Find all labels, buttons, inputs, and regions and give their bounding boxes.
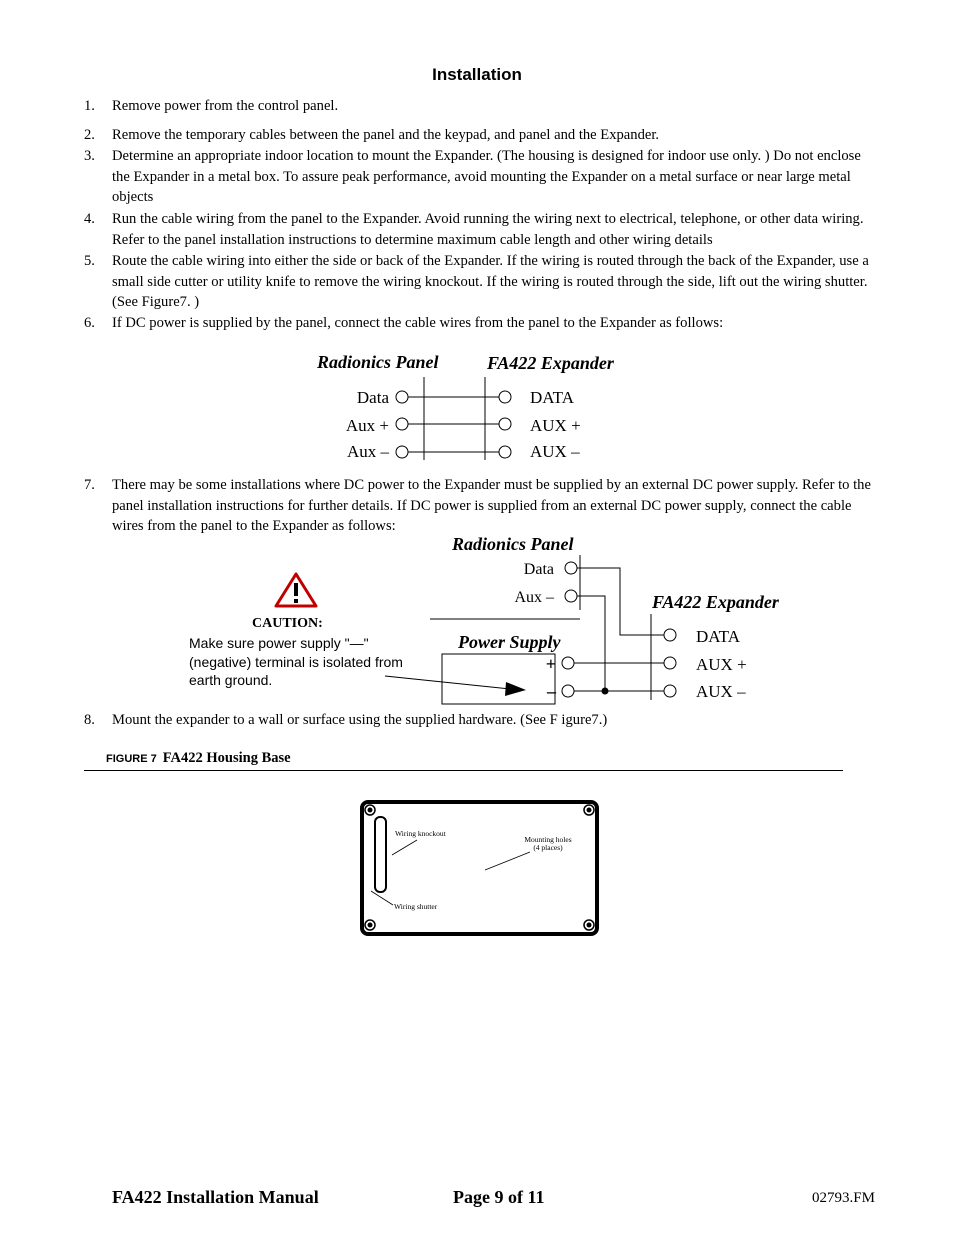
housing-outline — [362, 802, 597, 934]
wire-panel-aux-minus — [577, 596, 605, 691]
footer-manual-title: FA422 Installation Manual — [112, 1187, 319, 1207]
label-wiring-shutter: Wiring shutter — [394, 902, 438, 911]
diagram2-expander-terminal-data: DATA — [696, 627, 740, 646]
step-text: Remove the temporary cables between the panel and the keypad, and panel and the Expander. — [112, 127, 660, 143]
caution-title: CAUTION: — [252, 616, 323, 631]
step-number: 2. — [84, 127, 95, 143]
step-number: 3. — [84, 148, 95, 164]
step-text: If DC power is supplied by the panel, connect the cable wires from the panel to the Expander as follows: — [112, 315, 724, 331]
power-supply-box — [442, 654, 555, 704]
housing-base-figure — [355, 795, 605, 940]
step-text: Route the cable wiring into either the side or back of the Expander. If the wiring is routed through the back of the Expander, use a small side cutter or utility knife to remove the wiring knockout. If the wiring is routed through the side, lift out the wiring shutter. (See Figure7. ) — [112, 253, 869, 310]
caution-arrowhead — [505, 682, 526, 696]
diagram1-expander-title: FA422 Expander — [487, 353, 614, 373]
terminal-circle — [396, 446, 408, 458]
step-number: 6. — [84, 315, 95, 331]
diagram1-expander-terminal-data: DATA — [530, 388, 574, 407]
mounting-hole-icon — [365, 920, 375, 930]
diagram1-expander-terminal-aux-plus: AUX + — [530, 416, 581, 435]
step-text: Run the cable wiring from the panel to the Expander. Avoid running the wiring next to electrical, telephone, or other data wiring. Refer to the panel installation instructions to determine maximum cable length and other wiring details — [112, 211, 864, 248]
diagram1-panel-terminal-data: Data — [356, 388, 389, 407]
figure-rule — [84, 770, 843, 771]
terminal-circle — [396, 418, 408, 430]
terminal-circle — [499, 418, 511, 430]
step-text: Determine an appropriate indoor location to mount the Expander. (The housing is designed for indoor use only. ) Do not enclose the Expander in a metal box. To assure peak performance, avoid mounting the Expander on a metal surface or near large metal objects — [112, 148, 861, 205]
step-text: Mount the expander to a wall or surface using the supplied hardware. (See F igure7.) — [112, 712, 608, 728]
step-6 — [84, 313, 880, 334]
warning-icon — [276, 574, 316, 606]
diagram2-expander-terminal-aux-minus: AUX – — [696, 682, 746, 701]
step-5 — [84, 251, 880, 313]
step-4 — [84, 209, 880, 250]
supply-terminal-plus: + — [545, 654, 556, 674]
label-mounting-holes-count: (4 places) — [533, 843, 563, 852]
diagram2-panel-title: Radionics Panel — [452, 534, 574, 554]
diagram2-panel-terminal-data: Data — [523, 561, 554, 578]
wire-junction-dot — [602, 688, 609, 695]
terminal-circle — [565, 590, 577, 602]
mounting-hole-icon — [584, 920, 594, 930]
wiring-diagram-panel-power — [0, 340, 954, 470]
diagram2-expander-terminal-aux-plus: AUX + — [696, 655, 747, 674]
terminal-circle — [565, 562, 577, 574]
figure-title: FA422 Housing Base — [162, 750, 291, 766]
step-7 — [84, 475, 880, 537]
step-text: Remove power from the control panel. — [112, 98, 339, 114]
step-text: There may be some installations where DC power to the Expander must be supplied by an external DC power supply. Refer to the panel installation instructions for further details. If DC power is supplied from an external DC power supply, connect the cable wires from the panel to the Expander as follows: — [112, 477, 871, 534]
footer-page-number: Page 9 of 11 — [453, 1187, 545, 1207]
wiring-diagram-external-supply — [0, 530, 954, 710]
figure-caption — [106, 750, 291, 767]
step-number: 4. — [84, 211, 95, 227]
diagram1-panel-title: Radionics Panel — [317, 352, 439, 372]
supply-terminal-minus: – — [547, 681, 556, 701]
step-number: 5. — [84, 253, 95, 269]
step-2 — [84, 125, 880, 146]
step-3 — [84, 146, 880, 208]
step-number: 8. — [84, 712, 95, 728]
step-number: 7. — [84, 477, 95, 493]
page-heading: Installation — [432, 65, 522, 84]
diagram2-expander-title: FA422 Expander — [652, 592, 779, 612]
label-wiring-knockout: Wiring knockout — [395, 829, 446, 838]
label-mounting-holes: Mounting holes — [524, 835, 572, 844]
step-8 — [84, 710, 880, 731]
terminal-circle — [664, 657, 676, 669]
step-number: 1. — [84, 98, 95, 114]
step-1 — [84, 96, 880, 117]
wiring-knockout-slot — [375, 817, 386, 892]
terminal-circle — [664, 629, 676, 641]
mounting-hole-icon — [365, 805, 375, 815]
terminal-circle — [664, 685, 676, 697]
mounting-hole-icon — [584, 805, 594, 815]
terminal-circle — [562, 685, 574, 697]
diagram1-panel-terminal-aux-plus: Aux + — [345, 416, 389, 435]
figure-number: FIGURE 7 — [106, 753, 157, 765]
terminal-circle — [499, 391, 511, 403]
terminal-circle — [499, 446, 511, 458]
terminal-circle — [562, 657, 574, 669]
diagram1-expander-terminal-aux-minus: AUX – — [530, 442, 580, 461]
footer-document-code: 02793.FM — [812, 1190, 875, 1206]
caution-body: Make sure power supply "—" (negative) terminal is isolated from earth ground. — [189, 635, 403, 688]
diagram2-panel-terminal-aux-minus: Aux – — [514, 589, 554, 606]
diagram1-panel-terminal-aux-minus: Aux – — [346, 442, 389, 461]
terminal-circle — [396, 391, 408, 403]
diagram2-supply-title: Power Supply — [458, 632, 561, 652]
